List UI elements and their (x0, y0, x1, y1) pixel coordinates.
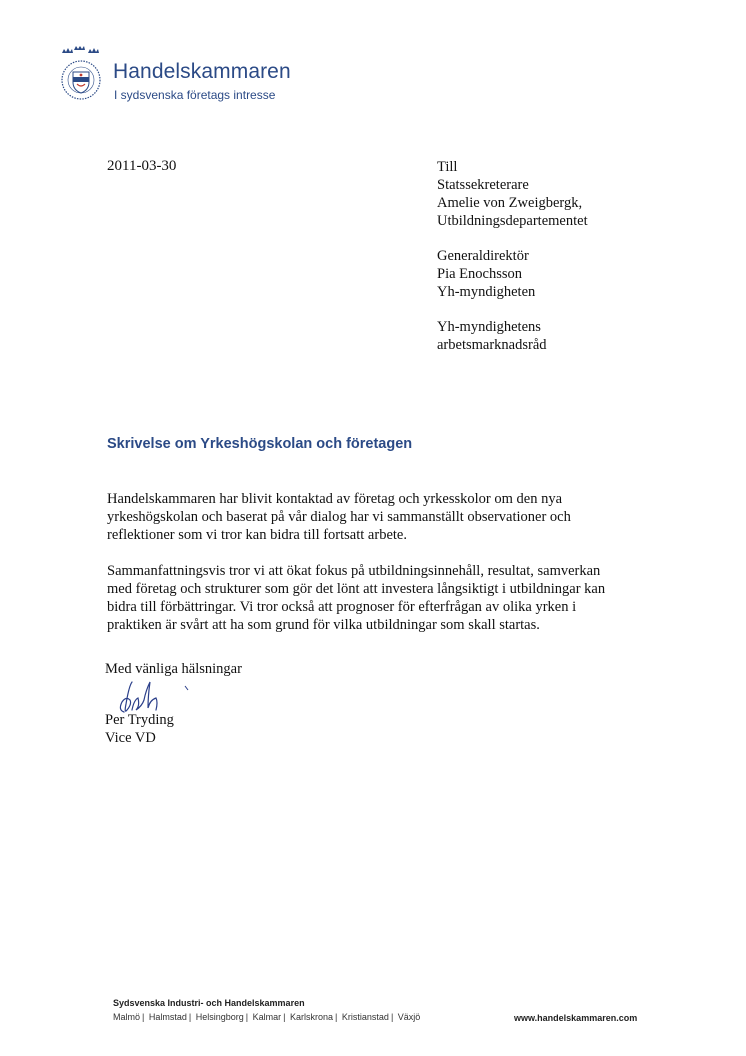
footer-city: Kalmar (252, 1012, 282, 1022)
recipient-line: Till (437, 159, 458, 175)
recipient-line: Generaldirektör (437, 248, 529, 264)
footer-city: Halmstad (148, 1012, 187, 1022)
letter-subject: Skrivelse om Yrkeshögskolan och företagen (107, 436, 413, 452)
chamber-crest-icon (56, 46, 106, 106)
recipient-line: Yh-myndigheten (437, 284, 536, 300)
organization-tagline: I sydsvenska företags intresse (114, 88, 276, 102)
recipient-group (437, 247, 588, 301)
recipient-line: Yh-myndighetens (437, 319, 541, 335)
recipient-line: Amelie von Zweigbergk, (437, 195, 583, 211)
footer-city: Helsingborg (195, 1012, 244, 1022)
signer-title: Vice VD (105, 730, 156, 746)
footer-website: www.handelskammaren.com (514, 1013, 638, 1023)
recipient-line: Statssekreterare (437, 177, 529, 193)
footer-city: Växjö (397, 1012, 421, 1022)
recipient-group (437, 158, 588, 230)
recipient-line: Utbildningsdepartementet (437, 213, 588, 229)
letter-date: 2011-03-30 (107, 158, 177, 174)
recipient-group (437, 318, 588, 354)
recipient-line: arbetsmarknadsråd (437, 337, 547, 353)
body-paragraph: Handelskammaren har blivit kontaktad av företag och yrkesskolor om den nya yrkeshögskolan och baserat på vår dialog har vi sammanställt observationer och reflektioner som vi tror kan bidra till fortsatt arbete. (107, 491, 571, 543)
body-paragraph: Sammanfattningsvis tror vi att ökat fokus på utbildningsinnehåll, resultat, samverkan med företag och strukturer som gör det lönt att investera långsiktigt i utbildningar kan bidra till förbättringar. Vi tror också att prognoser för efterfrågan av olika yrken i praktiken är svårt att ha som grund för vilka utbildningar som skall startas. (107, 563, 606, 633)
footer-city: Kristianstad (341, 1012, 389, 1022)
footer-cities: Malmö | Halmstad | Helsingborg | Kalmar | Karlskrona | Kristianstad | Växjö (113, 1012, 421, 1022)
footer-organization: Sydsvenska Industri- och Handelskammaren (113, 998, 305, 1008)
recipient-line: Pia Enochsson (437, 266, 522, 282)
signer-name: Per Tryding (105, 712, 174, 728)
closing-greeting: Med vänliga hälsningar (105, 661, 242, 677)
letter-body (107, 490, 627, 652)
footer-city: Malmö (113, 1012, 141, 1022)
recipient-block (437, 158, 588, 371)
organization-name: Handelskammaren (113, 60, 291, 83)
footer-city: Karlskrona (290, 1012, 334, 1022)
